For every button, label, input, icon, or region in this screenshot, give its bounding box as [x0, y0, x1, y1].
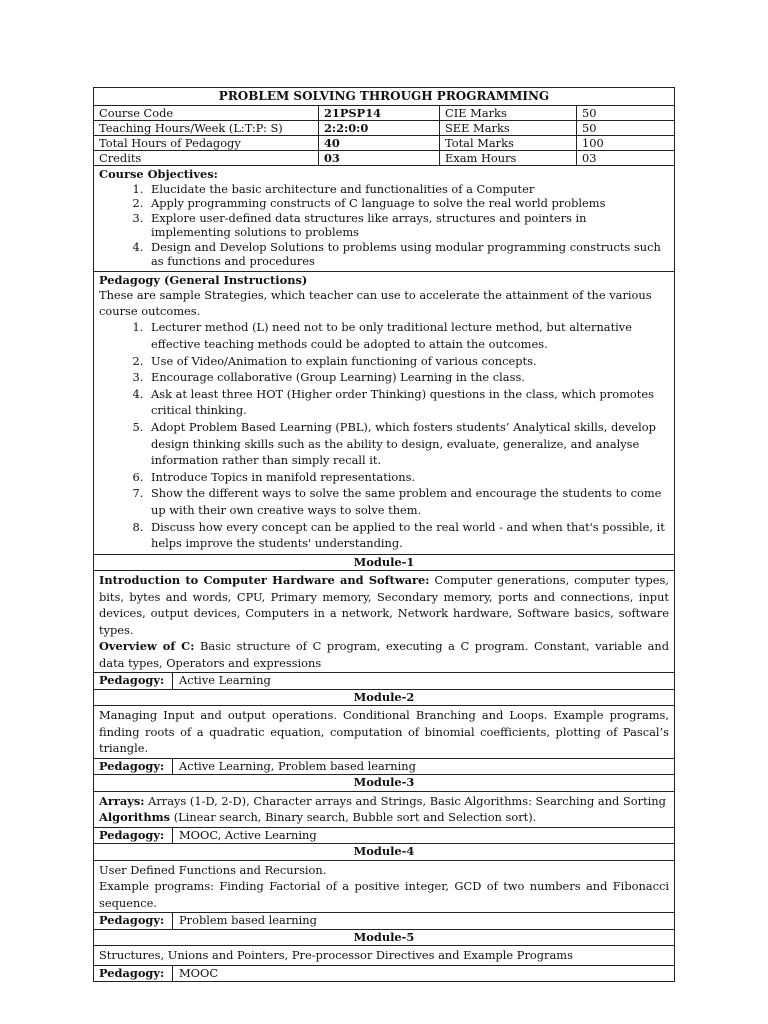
module-title: Module-2: [94, 690, 674, 707]
pedagogy-label: Pedagogy:: [94, 966, 173, 982]
module-text: Basic structure of C program, executing a C program. Constant, variable and data types, Operators and expressions: [99, 639, 669, 670]
module-content: [94, 861, 674, 914]
pedagogy-heading: Pedagogy (General Instructions): [99, 272, 308, 287]
module-content: [94, 571, 674, 673]
module-text: User Defined Functions and Recursion.: [99, 862, 327, 877]
meta-row: [94, 121, 674, 136]
course-meta-table: [94, 106, 674, 166]
module-pedagogy-row: [94, 913, 674, 930]
syllabus-sheet: [93, 87, 675, 982]
meta-label-2: CIE Marks: [440, 106, 577, 121]
meta-value-2: 03: [577, 151, 675, 166]
pedagogy-item: 8. Discuss how every concept can be applied to the real world - and when that's possible, it helps improve the students' understanding.: [147, 519, 669, 552]
meta-value-2: 50: [577, 106, 675, 121]
module-title: Module-3: [94, 775, 674, 792]
meta-value: 40: [319, 136, 440, 151]
course-objectives: [94, 166, 674, 272]
meta-row: [94, 106, 674, 121]
meta-label-2: SEE Marks: [440, 121, 577, 136]
pedagogy-value: MOOC: [179, 965, 219, 980]
module-paragraph: [99, 572, 669, 638]
meta-label: Teaching Hours/Week (L:T:P: S): [94, 121, 319, 136]
pedagogy-item: 4. Ask at least three HOT (Higher order Thinking) questions in the class, which promotes critical thinking.: [147, 386, 669, 419]
module-text: Arrays (1-D, 2-D), Character arrays and Strings, Basic Algorithms: Searching and Sorting: [144, 793, 666, 808]
pedagogy-item: 1. Lecturer method (L) need not to be only traditional lecture method, but alternative effective teaching methods could be adopted to attain the outcomes.: [147, 319, 669, 352]
module-title: Module-5: [94, 930, 674, 947]
module-paragraph: [99, 862, 669, 879]
meta-value: 2:2:0:0: [319, 121, 440, 136]
objective-item: 1. Elucidate the basic architecture and functionalities of a Computer: [147, 182, 669, 197]
meta-row: [94, 136, 674, 151]
objectives-heading: Course Objectives:: [99, 167, 218, 181]
pedagogy-label: Pedagogy:: [94, 759, 173, 775]
pedagogy-list: [99, 319, 669, 551]
module-paragraph: [99, 638, 669, 671]
module-paragraph: [99, 878, 669, 911]
module-topic: Arrays:: [99, 793, 145, 808]
pedagogy-item: 5. Adopt Problem Based Learning (PBL), which fosters students’ Analytical skills, develop design thinking skills such as the ability to design, evaluate, generalize, and analyse information rather than simply recall it.: [147, 419, 669, 469]
module-text: Managing Input and output operations. Conditional Branching and Loops. Example programs, finding roots of a quadratic equation, computation of binomial coefficients, plotting of Pascal’s triangle.: [99, 708, 669, 756]
meta-label: Total Hours of Pedagogy: [94, 136, 319, 151]
module-content: [94, 706, 674, 759]
meta-value: 21PSP14: [319, 106, 440, 121]
module-content: [94, 792, 674, 828]
pedagogy-intro: These are sample Strategies, which teacher can use to accelerate the attainment of the various course outcomes.: [99, 288, 652, 319]
pedagogy-item: 7. Show the different ways to solve the same problem and encourage the students to come up with their own creative ways to solve them.: [147, 485, 669, 518]
module-pedagogy-row: [94, 828, 674, 845]
objectives-list: [99, 182, 669, 269]
objective-item: 3. Explore user-defined data structures like arrays, structures and pointers in implementing solutions to problems: [147, 211, 669, 240]
pedagogy-item: 6. Introduce Topics in manifold representations.: [147, 469, 669, 486]
pedagogy-value: Active Learning: [179, 673, 271, 688]
module-title: Module-1: [94, 555, 674, 572]
module-text: Structures, Unions and Pointers, Pre-processor Directives and Example Programs: [99, 948, 573, 963]
pedagogy-label: Pedagogy:: [94, 673, 173, 689]
module-content: [94, 946, 674, 966]
pedagogy-instructions: [94, 272, 674, 555]
module-pedagogy-row: [94, 966, 674, 982]
meta-value: 03: [319, 151, 440, 166]
module-paragraph: [99, 707, 669, 757]
module-text: Computer generations, computer types, bits, bytes and words, CPU, Primary memory, Secondary memory, ports and connections, input devices, output devices, Computers in a network, Network hardware, Software basics, software types.: [99, 573, 669, 637]
meta-value-2: 50: [577, 121, 675, 136]
module-title: Module-4: [94, 844, 674, 861]
pedagogy-item: 2. Use of Video/Animation to explain functioning of various concepts.: [147, 353, 669, 370]
pedagogy-label: Pedagogy:: [94, 828, 173, 844]
meta-label-2: Exam Hours: [440, 151, 577, 166]
meta-label: Course Code: [94, 106, 319, 121]
pedagogy-value: Active Learning, Problem based learning: [179, 758, 416, 773]
module-pedagogy-row: [94, 673, 674, 690]
pedagogy-value: Problem based learning: [179, 913, 317, 928]
module-topic: Introduction to Computer Hardware and Software:: [99, 573, 430, 588]
meta-value-2: 100: [577, 136, 675, 151]
meta-label: Credits: [94, 151, 319, 166]
pedagogy-label: Pedagogy:: [94, 913, 173, 929]
objective-item: 2. Apply programming constructs of C language to solve the real world problems: [147, 196, 669, 211]
module-paragraph: [99, 793, 669, 810]
module-pedagogy-row: [94, 759, 674, 776]
module-paragraph: [99, 809, 669, 826]
module-topic: Algorithms: [99, 810, 171, 825]
course-title: PROBLEM SOLVING THROUGH PROGRAMMING: [94, 88, 674, 106]
pedagogy-item: 3. Encourage collaborative (Group Learning) Learning in the class.: [147, 369, 669, 386]
module-topic: Overview of C:: [99, 639, 195, 654]
meta-label-2: Total Marks: [440, 136, 577, 151]
module-paragraph: [99, 947, 669, 964]
meta-row: [94, 151, 674, 166]
module-text: Example programs: Finding Factorial of a positive integer, GCD of two numbers and Fibonacci sequence.: [99, 879, 669, 910]
modules-section: [94, 555, 674, 982]
module-text: (Linear search, Binary search, Bubble sort and Selection sort).: [170, 810, 537, 825]
pedagogy-value: MOOC, Active Learning: [179, 827, 317, 842]
objective-item: 4. Design and Develop Solutions to problems using modular programming constructs such as functions and procedures: [147, 240, 669, 269]
